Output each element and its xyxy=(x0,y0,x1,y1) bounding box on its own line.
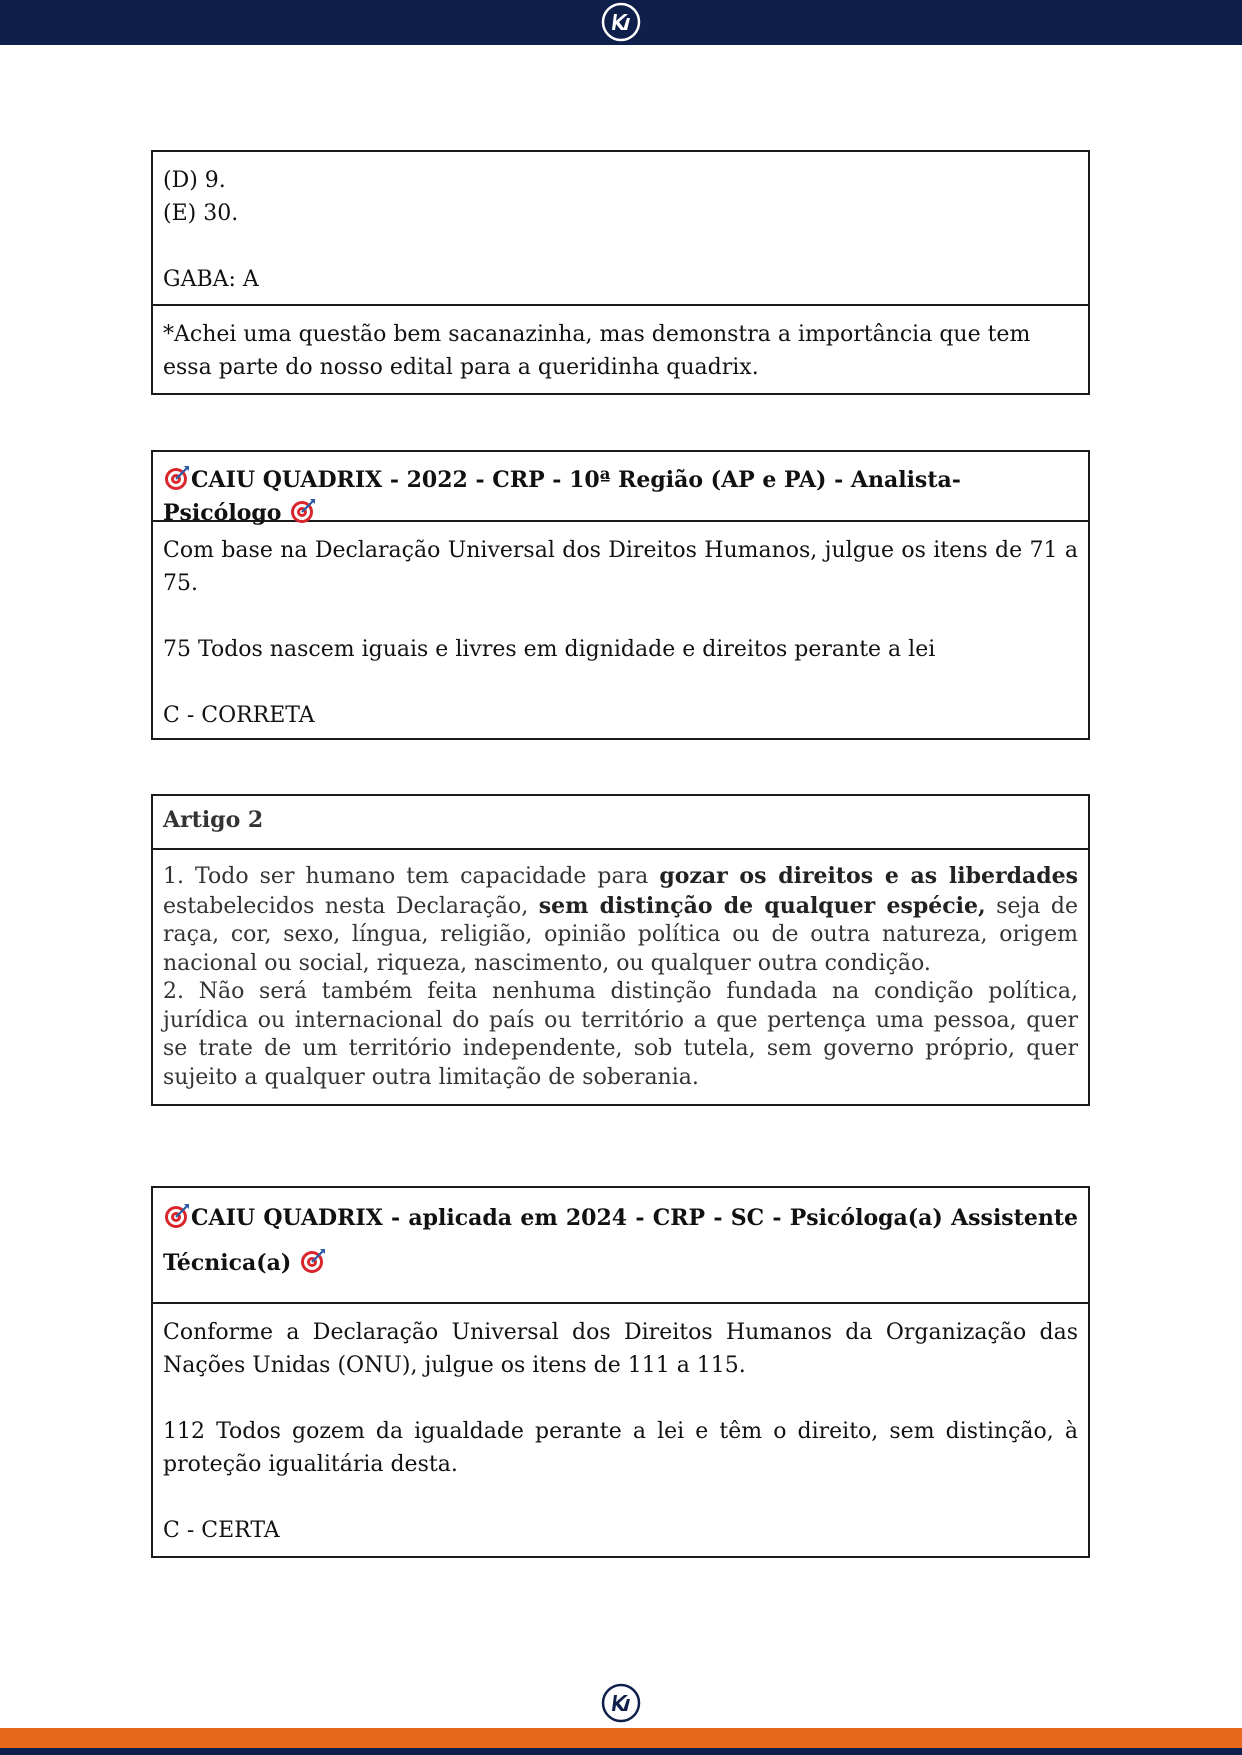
question-answer: C - CERTA xyxy=(163,1518,280,1543)
article-title: Artigo 2 xyxy=(163,807,264,833)
option-d: (D) 9. xyxy=(163,168,226,193)
km-logo-icon xyxy=(601,2,641,42)
gaba-answer: GABA: A xyxy=(163,267,259,292)
target-icon xyxy=(163,1202,191,1230)
question-body-cell xyxy=(153,520,1088,738)
question-box-crp-10 xyxy=(151,450,1090,740)
target-icon xyxy=(299,1247,327,1275)
option-e: (E) 30. xyxy=(163,201,239,226)
question-item: 75 Todos nascem iguais e livres em dignidade e direitos perante a lei xyxy=(163,637,936,662)
question-intro: Com base na Declaração Universal dos Direitos Humanos, julgue os itens de 71 a 75. xyxy=(163,538,1078,596)
target-icon xyxy=(163,464,191,492)
question-body-cell xyxy=(153,1302,1088,1556)
options-cell xyxy=(153,152,1088,304)
footer-navy-stripe xyxy=(0,1748,1242,1755)
target-icon xyxy=(289,497,317,525)
question-item: 112 Todos gozem da igualdade perante a lei e têm o direito, sem distinção, à proteção igualitária desta. xyxy=(163,1419,1078,1477)
article-paragraph-1: 1. Todo ser humano tem capacidade para gozar os direitos e as liberdades estabelecidos nesta Declaração, sem distinção de qualquer espécie, seja de raça, cor, sexo, língua, religião, opinião política ou de outra natureza, origem nacional ou social, riqueza, nascimento, ou qualquer outra condição. xyxy=(163,863,1078,976)
article-title-cell xyxy=(153,796,1088,848)
article-box xyxy=(151,794,1090,1106)
answer-box-previous xyxy=(151,150,1090,395)
note-cell xyxy=(153,304,1088,393)
article-body-cell xyxy=(153,848,1088,1104)
question-title-cell xyxy=(153,1188,1088,1302)
note-text: *Achei uma questão bem sacanazinha, mas demonstra a importância que tem essa parte do nosso edital para a queridinha quadrix. xyxy=(163,322,1031,380)
footer-orange-stripe xyxy=(0,1728,1242,1748)
km-logo-icon xyxy=(601,1683,641,1723)
article-paragraph-2: 2. Não será também feita nenhuma distinção fundada na condição política, jurídica ou internacional do país ou território a que pertença uma pessoa, quer se trate de um território independente, sob tutela, sem governo próprio, quer sujeito a qualquer outra limitação de soberania. xyxy=(163,979,1078,1090)
question-answer: C - CORRETA xyxy=(163,703,315,728)
question-title: CAIU QUADRIX - aplicada em 2024 - CRP - SC - Psicóloga(a) Assistente Técnica(a) xyxy=(163,1205,1078,1276)
question-box-crp-sc xyxy=(151,1186,1090,1558)
question-title: CAIU QUADRIX - 2022 - CRP - 10ª Região (AP e PA) - Analista-Psicólogo xyxy=(163,467,961,526)
question-title-cell xyxy=(153,452,1088,526)
question-intro: Conforme a Declaração Universal dos Direitos Humanos da Organização das Nações Unidas (ONU), julgue os itens de 111 a 115. xyxy=(163,1320,1078,1378)
